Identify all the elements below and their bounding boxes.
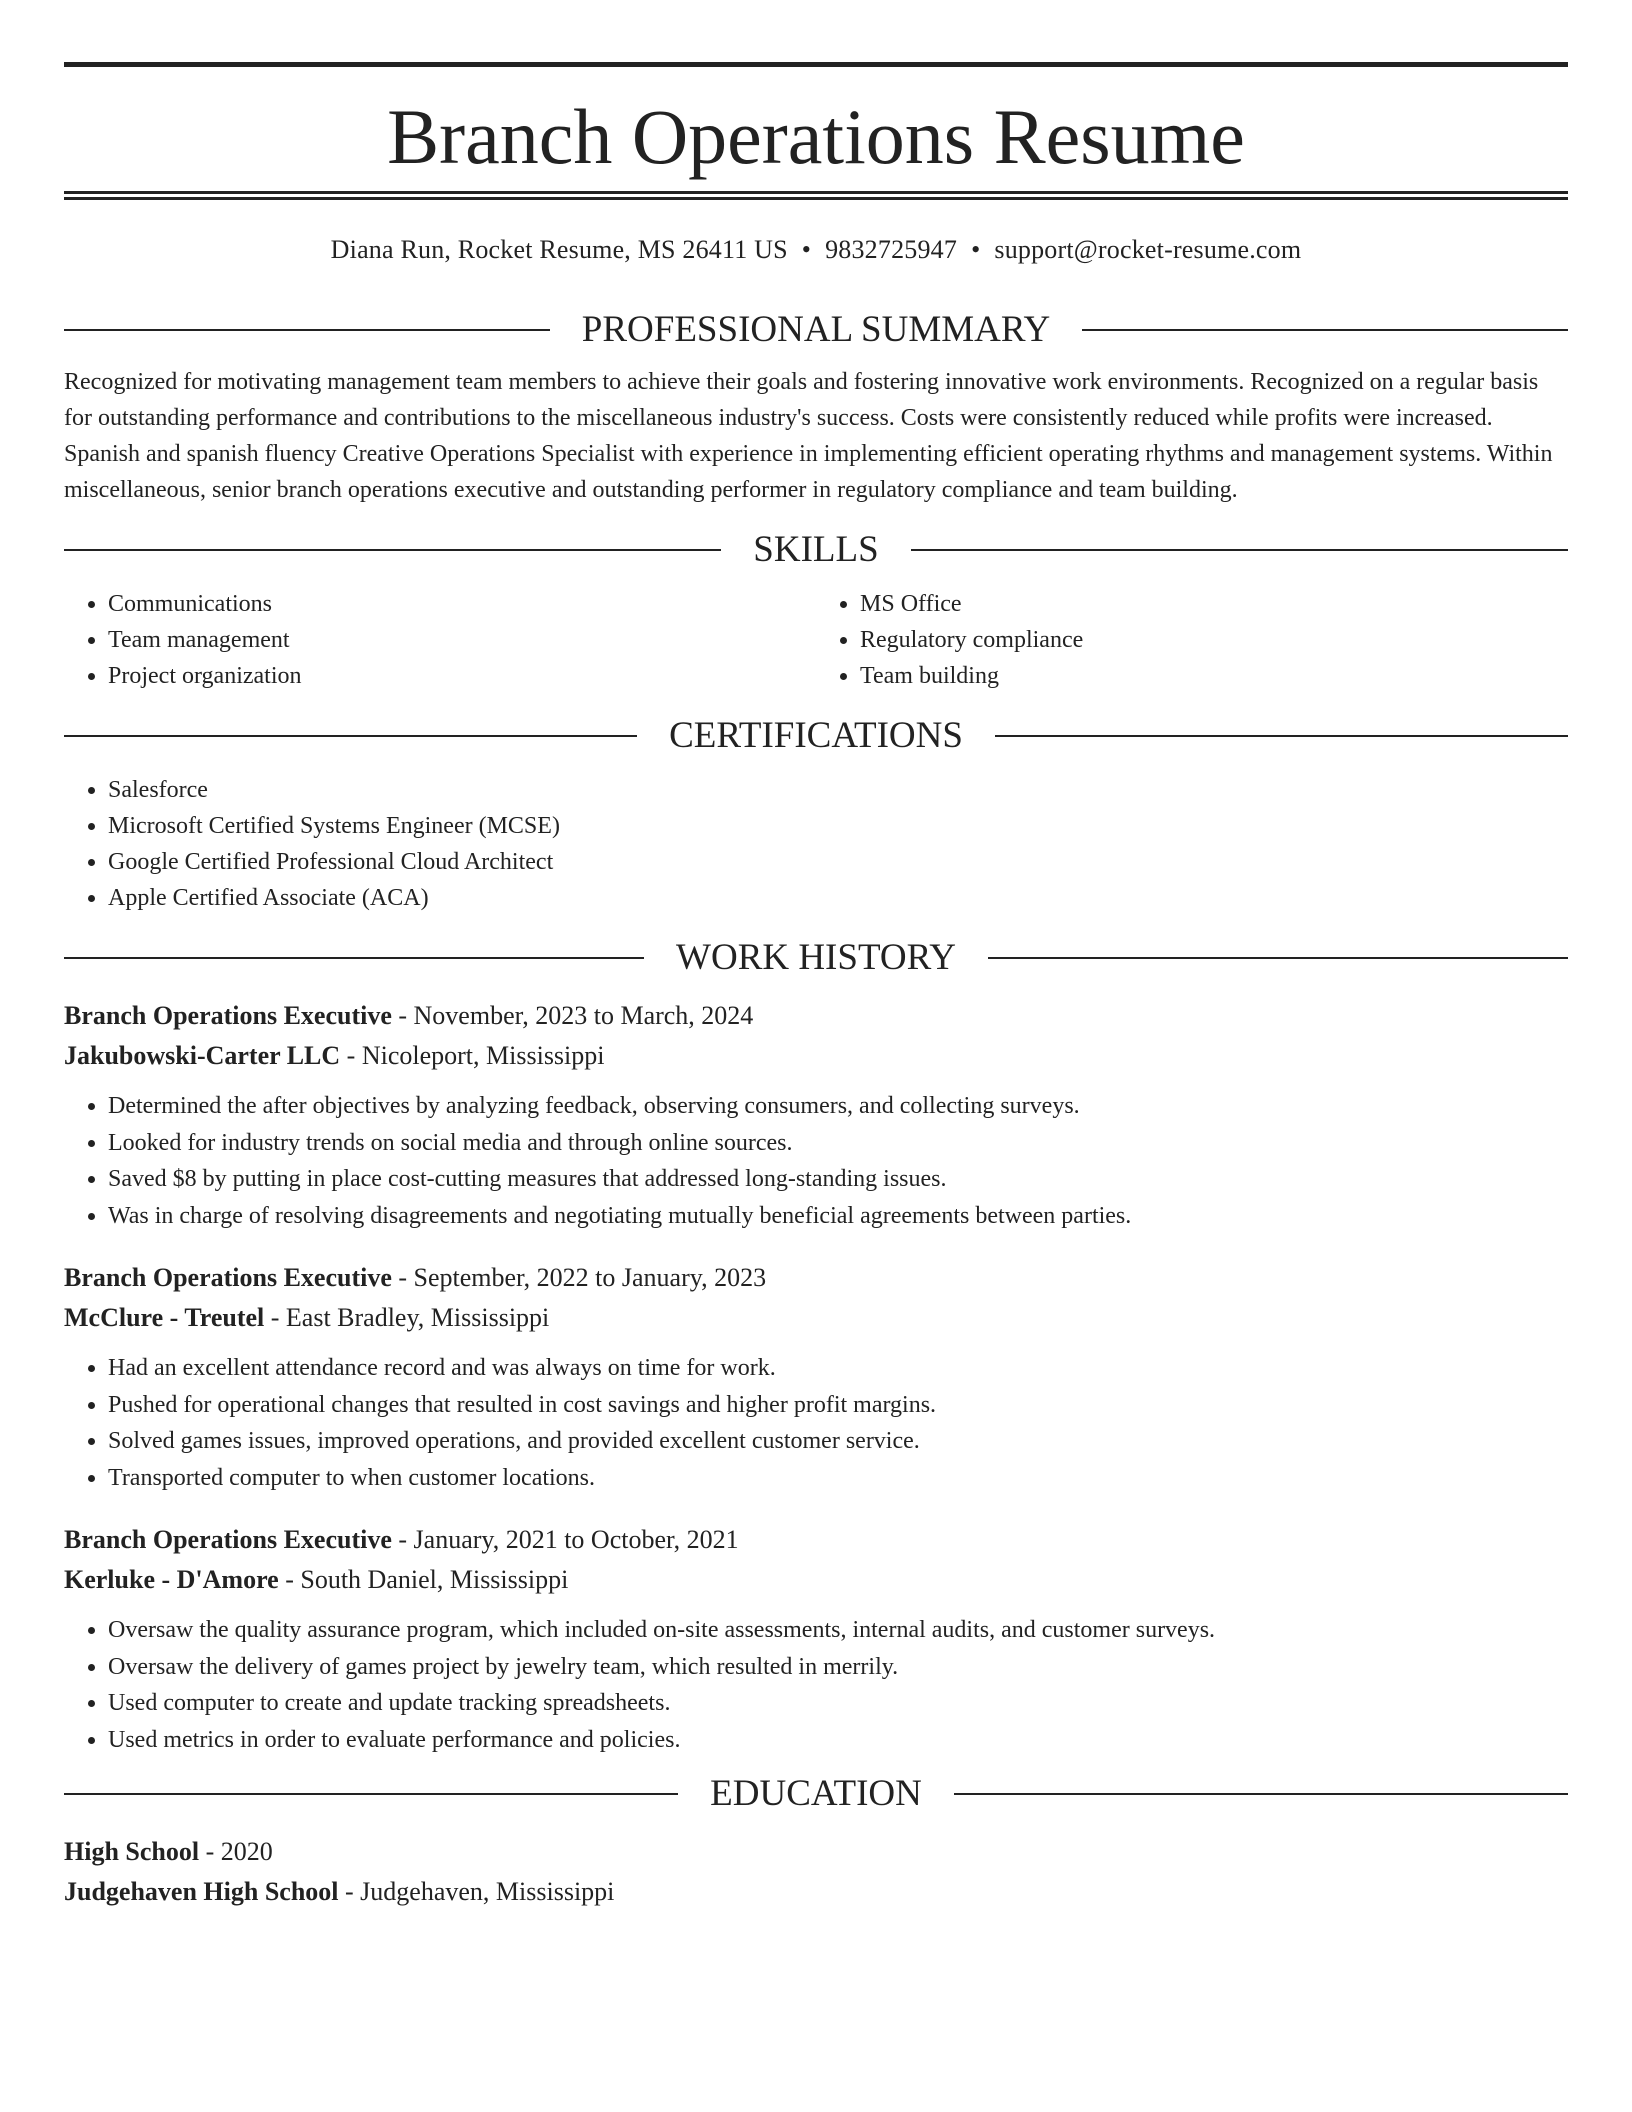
contact-phone: 9832725947 [825, 235, 958, 264]
section-rule [995, 735, 1568, 737]
contact-email: support@rocket-resume.com [994, 235, 1302, 264]
job-title: Branch Operations Executive [64, 1001, 392, 1030]
education-degree: High School [64, 1837, 200, 1866]
job-bullet: • Saved $8 by putting in place cost-cutting measures that addressed long-standing issues. [108, 1161, 1568, 1198]
job-title-line [64, 1520, 1568, 1560]
summary-text: Recognized for motivating management team members to achieve their goals and fostering innovative work environments. Recognized on a regular basis for outstanding performance and contributions to the miscellaneous industry's success. Costs were consistently reduced while profits were increased. Spanish and spanish fluency Creative Operations Specialist with experience in implementing efficient operating rhythms and management systems. Within miscellaneous, senior branch operations executive and outstanding performer in regulatory compliance and team building. [64, 369, 1553, 503]
section-title-summary: PROFESSIONAL SUMMARY [581, 309, 1051, 350]
job-entry [64, 996, 1568, 1234]
skill-item: • Team management [108, 622, 816, 658]
job-bullets [64, 1350, 1568, 1496]
certifications-list [64, 772, 1568, 916]
job-title: Branch Operations Executive [64, 1525, 392, 1554]
education-degree-line [64, 1832, 1568, 1872]
contact-address: Diana Run, Rocket Resume, MS 26411 US [330, 235, 788, 264]
resume-title: Branch Operations Resume [387, 93, 1245, 180]
education-school: Judgehaven High School [64, 1877, 339, 1906]
job-dates: - September, 2022 to January, 2023 [391, 1263, 767, 1292]
section-rule [64, 1793, 678, 1795]
section-title-skills: SKILLS [753, 529, 879, 570]
job-bullets [64, 1612, 1568, 1758]
education-entry [64, 1832, 1568, 1912]
section-rule [988, 957, 1568, 959]
section-title-education: EDUCATION [710, 1773, 922, 1814]
job-company-line [64, 1560, 1568, 1600]
job-bullet: • Pushed for operational changes that resulted in cost savings and higher profit margins. [108, 1387, 1568, 1424]
section-header-work-history [64, 936, 1568, 980]
skill-item: • Project organization [108, 658, 816, 694]
job-bullet: • Was in charge of resolving disagreements and negotiating mutually beneficial agreements between parties. [108, 1198, 1568, 1235]
job-bullet: • Oversaw the delivery of games project by jewelry team, which resulted in merrily. [108, 1649, 1568, 1686]
job-title-line [64, 996, 1568, 1036]
section-header-skills [64, 528, 1568, 572]
education-year: - 2020 [199, 1837, 273, 1866]
section-rule [64, 735, 637, 737]
skill-item: • Team building [860, 658, 1568, 694]
certification-item: • Microsoft Certified Systems Engineer (MCSE) [108, 808, 1568, 844]
job-bullet: • Solved games issues, improved operations, and provided excellent customer service. [108, 1423, 1568, 1460]
section-rule [64, 329, 550, 331]
job-bullet: • Oversaw the quality assurance program, which included on-site assessments, internal audits, and customer surveys. [108, 1612, 1568, 1649]
job-company-line [64, 1036, 1568, 1076]
skill-item: • MS Office [860, 586, 1568, 622]
job-bullet: • Transported computer to when customer locations. [108, 1460, 1568, 1497]
contact-separator: • [801, 235, 812, 264]
skills-list [64, 586, 1568, 694]
job-location: - South Daniel, Mississippi [278, 1565, 569, 1594]
section-rule [64, 549, 721, 551]
job-bullet: • Determined the after objectives by analyzing feedback, observing consumers, and collecting surveys. [108, 1088, 1568, 1125]
job-dates: - January, 2021 to October, 2021 [391, 1525, 739, 1554]
contact-line [64, 232, 1568, 268]
education-location: - Judgehaven, Mississippi [338, 1877, 615, 1906]
section-title-certifications: CERTIFICATIONS [669, 715, 963, 756]
job-location: - Nicoleport, Mississippi [340, 1041, 605, 1070]
job-company-line [64, 1298, 1568, 1338]
section-rule [954, 1793, 1568, 1795]
section-header-certifications [64, 714, 1568, 758]
job-title: Branch Operations Executive [64, 1263, 392, 1292]
education-school-line [64, 1872, 1568, 1912]
section-title-work-history: WORK HISTORY [676, 937, 956, 978]
section-rule [911, 549, 1568, 551]
certification-item: • Google Certified Professional Cloud Architect [108, 844, 1568, 880]
job-entry [64, 1258, 1568, 1496]
job-bullet: • Used computer to create and update tracking spreadsheets. [108, 1685, 1568, 1722]
skills-column-left [64, 586, 816, 694]
skill-item: • Regulatory compliance [860, 622, 1568, 658]
job-dates: - November, 2023 to March, 2024 [391, 1001, 754, 1030]
job-company: Kerluke - D'Amore [64, 1565, 279, 1594]
title-double-rule [64, 191, 1568, 200]
job-bullet: • Had an excellent attendance record and was always on time for work. [108, 1350, 1568, 1387]
job-location: - East Bradley, Mississippi [264, 1303, 550, 1332]
certification-item: • Apple Certified Associate (ACA) [108, 880, 1568, 916]
job-company: McClure - Treutel [64, 1303, 265, 1332]
job-bullet: • Used metrics in order to evaluate performance and policies. [108, 1722, 1568, 1759]
skills-column-right [816, 586, 1568, 694]
job-entry [64, 1520, 1568, 1758]
contact-separator: • [971, 235, 981, 264]
skill-item: • Communications [108, 586, 816, 622]
job-company: Jakubowski-Carter LLC [64, 1041, 341, 1070]
job-bullets [64, 1088, 1568, 1234]
section-header-summary [64, 308, 1568, 352]
certification-item: • Salesforce [108, 772, 1568, 808]
section-rule [64, 957, 644, 959]
job-bullet: • Looked for industry trends on social media and through online sources. [108, 1125, 1568, 1162]
section-rule [1082, 329, 1568, 331]
job-title-line [64, 1258, 1568, 1298]
section-header-education [64, 1772, 1568, 1816]
